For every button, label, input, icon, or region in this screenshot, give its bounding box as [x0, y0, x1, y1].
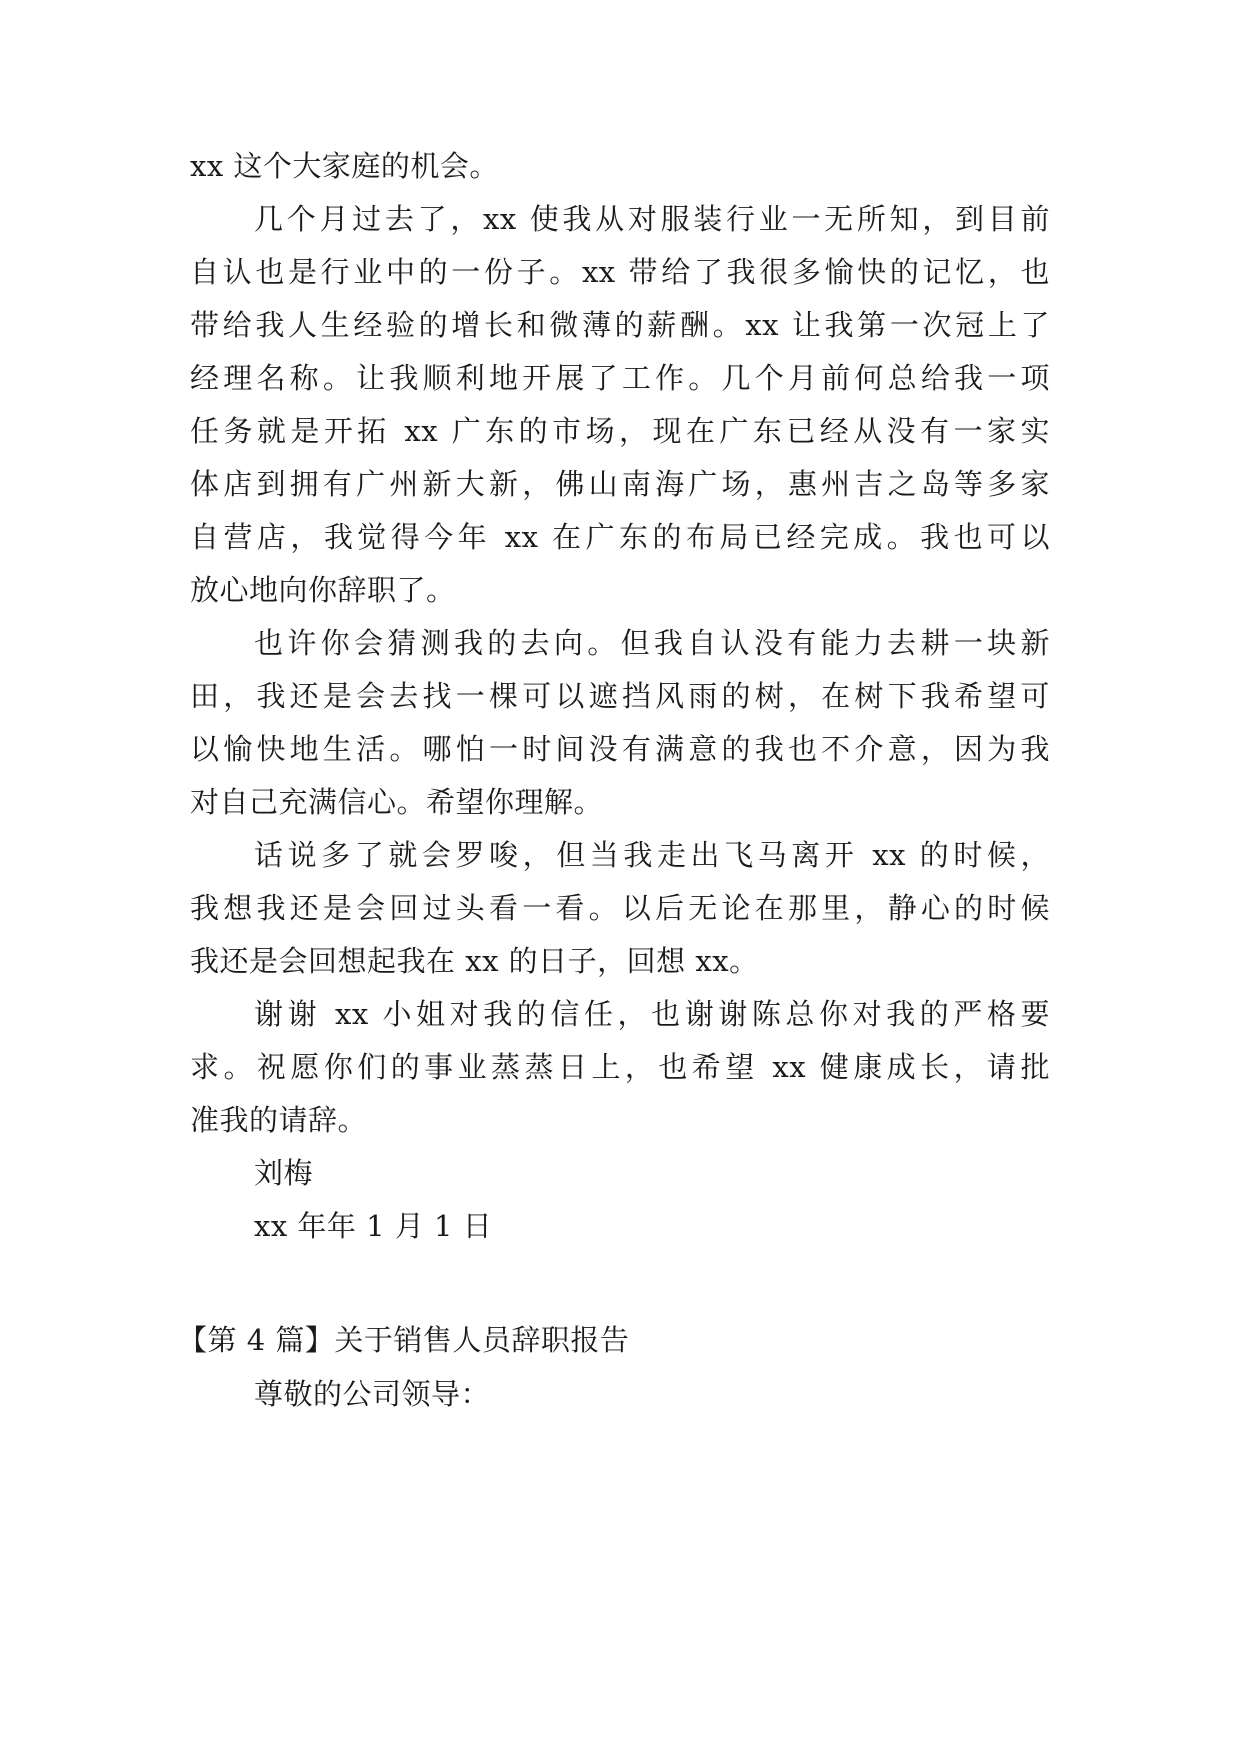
section-heading: 【第 4 篇】关于销售人员辞职报告: [178, 1323, 630, 1357]
paragraph-1-line-6: 体店到拥有广州新大新，佛山南海广场，惠州吉之岛等多家: [190, 467, 1050, 501]
paragraph-2-line-3: 以愉快地生活。哪怕一时间没有满意的我也不介意，因为我: [190, 732, 1050, 766]
paragraph-1-line-2: 自认也是行业中的一份子。xx 带给了我很多愉快的记忆，也: [190, 255, 1050, 289]
paragraph-2-line-2: 田，我还是会去找一棵可以遮挡风雨的树，在树下我希望可: [190, 679, 1050, 713]
paragraph-4-line-2: 求。祝愿你们的事业蒸蒸日上，也希望 xx 健康成长，请批: [190, 1050, 1050, 1084]
signature: 刘梅: [254, 1156, 314, 1190]
paragraph-1-line-3: 带给我人生经验的增长和微薄的薪酬。xx 让我第一次冠上了: [190, 308, 1050, 342]
paragraph-4-line-1: 谢谢 xx 小姐对我的信任，也谢谢陈总你对我的严格要: [254, 997, 1050, 1031]
paragraph-0-line-1: xx 这个大家庭的机会。: [190, 149, 499, 183]
paragraph-1-line-7: 自营店，我觉得今年 xx 在广东的布局已经完成。我也可以: [190, 520, 1050, 554]
paragraph-2-line-4: 对自己充满信心。希望你理解。: [190, 785, 604, 819]
paragraph-3-line-1: 话说多了就会罗唆，但当我走出飞马离开 xx 的时候，: [254, 838, 1050, 872]
paragraph-1-line-5: 任务就是开拓 xx 广东的市场，现在广东已经从没有一家实: [190, 414, 1050, 448]
paragraph-3-line-3: 我还是会回想起我在 xx 的日子，回想 xx。: [190, 944, 759, 978]
paragraph-1-line-1: 几个月过去了，xx 使我从对服装行业一无所知，到目前: [254, 202, 1050, 236]
date: xx 年年 1 月 1 日: [254, 1209, 493, 1243]
paragraph-1-line-8: 放心地向你辞职了。: [190, 573, 456, 607]
paragraph-3-line-2: 我想我还是会回过头看一看。以后无论在那里，静心的时候: [190, 891, 1050, 925]
paragraph-1-line-4: 经理名称。让我顺利地开展了工作。几个月前何总给我一项: [190, 361, 1050, 395]
paragraph-4-line-3: 准我的请辞。: [190, 1103, 368, 1137]
salutation: 尊敬的公司领导：: [254, 1377, 491, 1411]
paragraph-2-line-1: 也许你会猜测我的去向。但我自认没有能力去耕一块新: [254, 626, 1050, 660]
